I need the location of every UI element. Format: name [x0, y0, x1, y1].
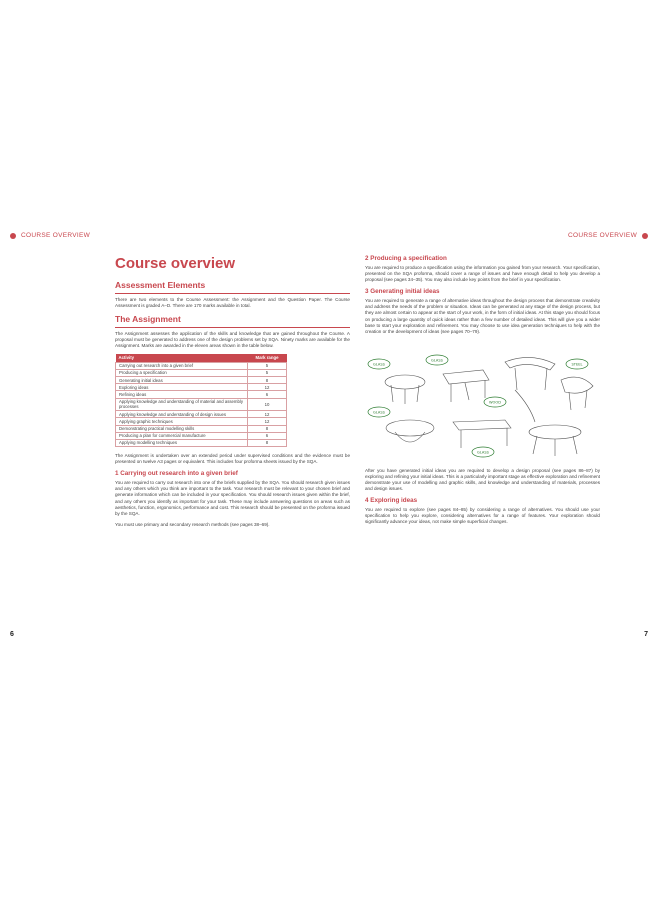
table-row — [116, 432, 287, 439]
mark-cell: 8 — [248, 439, 287, 446]
mark-cell: 6 — [248, 391, 287, 398]
mark-cell: 5 — [248, 369, 287, 376]
page-number-left: 6 — [10, 631, 14, 638]
sketch-material-label: GLASS — [373, 410, 385, 415]
activity-cell: Applying graphic techniques — [116, 418, 248, 425]
section-1-research-methods-paragraph: You must use primary and secondary research methods (see pages 38–69). — [115, 521, 270, 527]
activity-cell: Applying knowledge and understanding of design issues — [116, 411, 248, 418]
mark-cell: 12 — [248, 418, 287, 425]
sketch-table-top — [453, 420, 511, 430]
left-page-column — [115, 255, 350, 533]
marks-table — [115, 354, 287, 447]
section-2-heading: 2 Producing a specification — [365, 255, 447, 262]
mark-cell: 12 — [248, 411, 287, 418]
assessment-heading: Assessment Elements — [115, 280, 206, 290]
table-row — [116, 369, 287, 376]
sketch-material-label: STEEL — [571, 362, 583, 367]
table-row — [116, 362, 287, 369]
bullet-dot-icon — [642, 233, 648, 239]
section-1-paragraph: You are required to carry out research into one of the briefs supplied by the SQA. You should research given issues and any others which you think are important to the task. Your research must be relevant to your chosen brief and generate information which can be included in your specification. You should research issues given within the brief, and any others you identify as important for your task. These may include answering questions on areas such as aesthetics, function, ergonomics, performance and cost. This research should be presented on the proforma issued by the SQA. — [115, 480, 350, 516]
activity-cell: Producing a plan for commercial manufacture — [116, 432, 248, 439]
sketch-table-top — [505, 357, 555, 370]
table-row — [116, 391, 287, 398]
marks-table-header-row — [116, 354, 287, 362]
sketch-material-label: WOOD — [489, 400, 501, 405]
activity-cell: Producing a specification — [116, 369, 248, 376]
activity-cell: Applying knowledge and understanding of material and assembly processes — [116, 398, 248, 410]
heading-rule — [115, 280, 350, 294]
section-1-heading: 1 Carrying out research into a given brief — [115, 470, 238, 478]
running-header-right-label: COURSE OVERVIEW — [567, 232, 637, 239]
running-header-right — [568, 232, 648, 239]
mark-cell: 8 — [248, 377, 287, 384]
initial-ideas-sketch — [365, 340, 599, 462]
activity-cell: Refining ideas — [116, 391, 248, 398]
assignment-conditions-paragraph: The Assignment is undertaken over an extended period under supervised conditions and the evidence must be presented on twelve A3 pages or equivalent. This includes four proforma sheets issued by the SQA. — [115, 453, 350, 465]
activity-cell: Carrying out research into a given brief — [116, 362, 248, 369]
table-row — [116, 377, 287, 384]
mark-cell: 6 — [248, 432, 287, 439]
mark-cell: 12 — [248, 384, 287, 391]
section-3-heading: 3 Generating initial ideas — [365, 288, 440, 296]
table-row — [116, 398, 287, 410]
sketch-material-label: GLASS — [373, 362, 385, 367]
bullet-dot-icon — [10, 233, 16, 239]
page-number-right: 7 — [644, 631, 648, 638]
sketch-material-label: GLASS — [431, 358, 443, 363]
assignment-paragraph: The Assignment assesses the application of the skills and knowledge that are gained throughout the Course. A proposal must be generated to address one of the design problems set by SQA. Ninety marks are available for the Assignment. Marks are awarded in the eleven areas shown in the table below. — [115, 331, 350, 349]
running-header-left — [10, 232, 90, 239]
table-row — [116, 384, 287, 391]
table-row — [116, 439, 287, 446]
assessment-paragraph: There are two elements to the Course Assessment: the Assignment and the Question Paper. The Course Assessment is graded A–D. There are 170 marks available in total. — [115, 297, 350, 309]
sketch-material-label: GLASS — [477, 450, 489, 455]
sketch-table-top — [386, 420, 434, 436]
table-row — [116, 411, 287, 418]
table-row — [116, 418, 287, 425]
activity-cell: Applying modelling techniques — [116, 439, 248, 446]
activity-cell: Exploring ideas — [116, 384, 248, 391]
section-4-heading: 4 Exploring ideas — [365, 497, 418, 505]
activity-column-header: Activity — [116, 354, 248, 362]
heading-rule — [115, 314, 350, 328]
activity-cell: Demonstrating practical modelling skills — [116, 425, 248, 432]
section-2-paragraph: You are required to produce a specification using the information you gained from your research. Your specification, presented on the SQA proforma, should cover a range of issues and have enough detail to help you develop a proposal (see pages 34–35). You may also include key points from the brief in your specification. — [365, 265, 600, 283]
after-ideas-paragraph: After you have generated initial ideas you are required to develop a design proposal (see pages 86–87) by exploring and refining your initial ideas. This is a particularly important stage as effective exploration and refinement demonstrate your use of modelling and graphic skills, and knowledge and understanding of materials, processes and design issues. — [365, 467, 600, 492]
page-title: Course overview — [115, 255, 236, 272]
section-4-paragraph: You are required to explore (see pages 84–85) by considering a range of alternatives. You should use your specification to help you explore, considering alternatives for a range of features. Your exploration should significantly advance your ideas, not make simple superficial changes. — [365, 507, 600, 525]
mark-cell: 5 — [248, 362, 287, 369]
section-3-paragraph: You are required to generate a range of alternative ideas throughout the design process that demonstrate creativity and address the needs of the problem or situation. Ideas can be generated at any stage of the design process, but they are almost certain to appear at the start of your work, in the form of initial ideas. At this stage you should focus on producing a large quantity of quick ideas rather than a few number of detailed ideas. This will give you a wider base to start your exploration and refinement. You may choose to use idea generation techniques to help with the creation or the development of ideas (see pages 70–79). — [365, 298, 600, 334]
right-page-column — [365, 255, 600, 531]
mark-cell: 10 — [248, 398, 287, 410]
mark-range-column-header: Mark range — [248, 354, 287, 362]
sketch-table-top — [561, 377, 593, 393]
assignment-heading: The Assignment — [115, 314, 181, 325]
mark-cell: 8 — [248, 425, 287, 432]
activity-cell: Generating initial ideas — [116, 377, 248, 384]
sketch-table-top — [443, 370, 489, 384]
table-row — [116, 425, 287, 432]
running-header-left-label: COURSE OVERVIEW — [21, 232, 91, 239]
